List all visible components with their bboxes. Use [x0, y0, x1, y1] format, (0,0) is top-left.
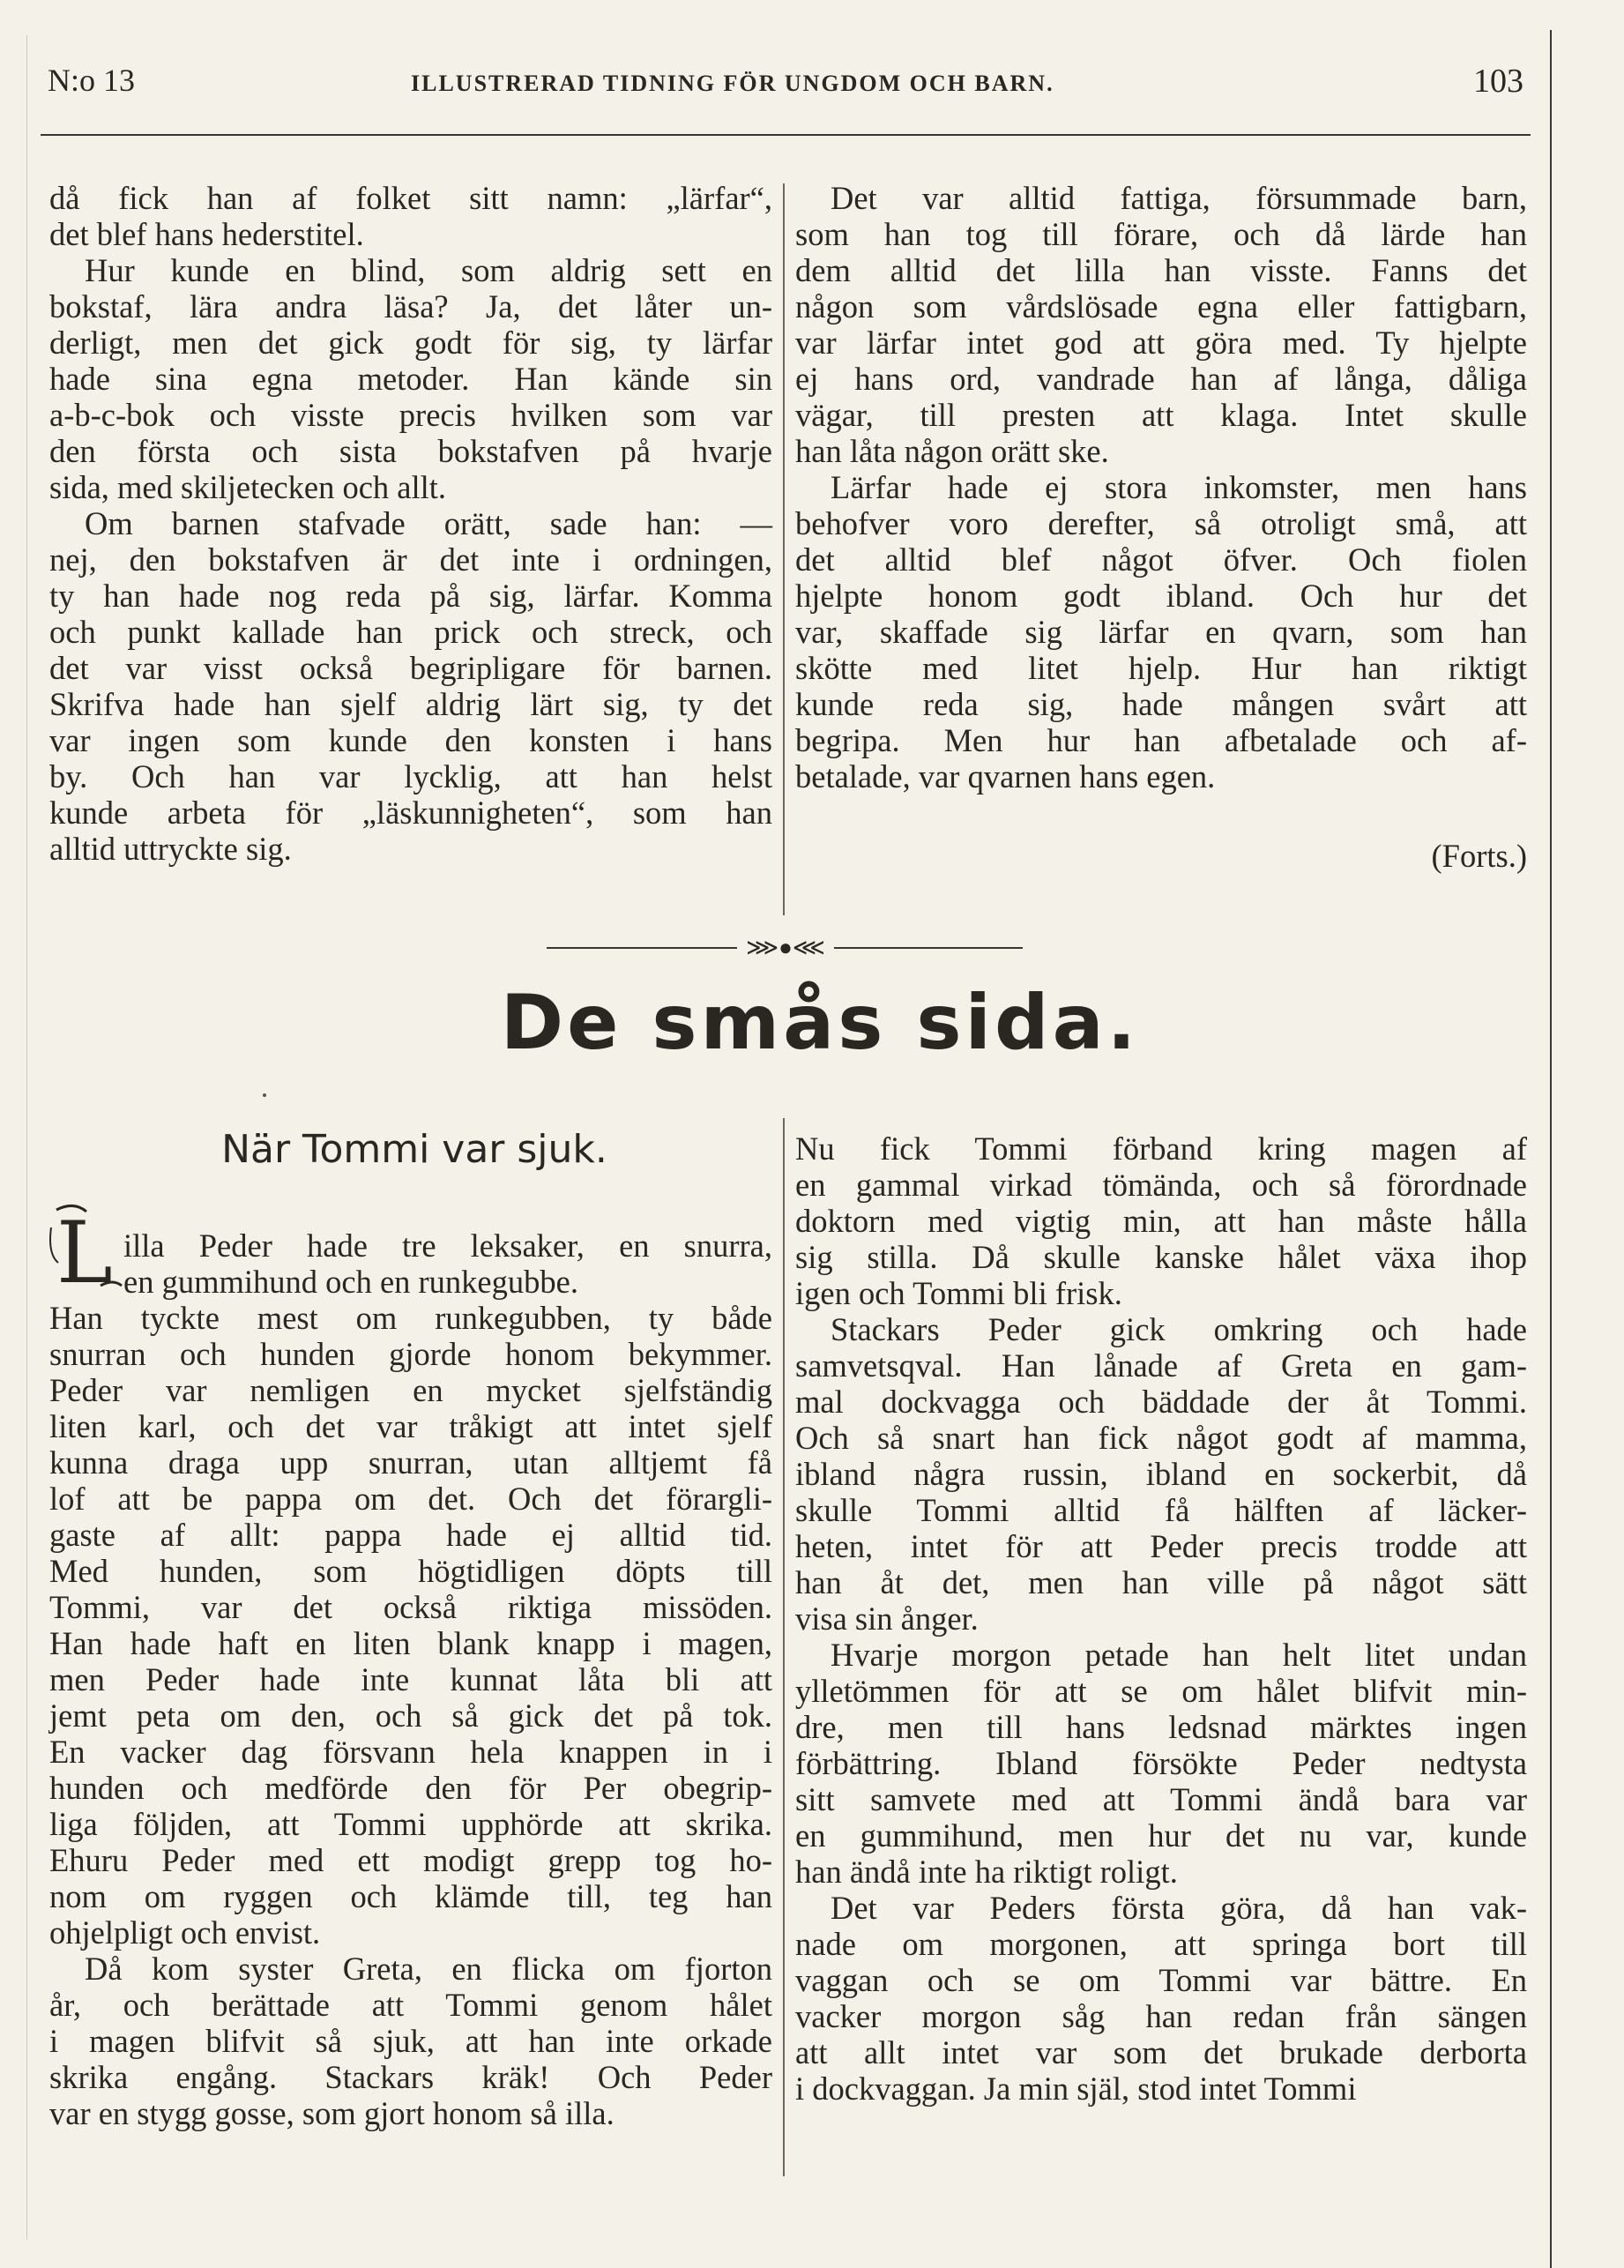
text-line: kunde arbeta för „läskunnigheten“, som han: [49, 795, 772, 831]
issue-number: N:o 13: [48, 63, 135, 98]
text-line: begripa. Men hur han afbetalade och af-: [795, 722, 1527, 758]
text-line: Peder var nemligen en mycket sjelfständig: [49, 1372, 772, 1408]
article-column-top-left: [49, 180, 772, 867]
text-line: och punkt kallade han prick och streck, och: [49, 614, 772, 650]
text-line: skötte med litet hjelp. Hur han riktigt: [795, 650, 1527, 686]
text-line: han åt det, men han ville på något sätt: [795, 1564, 1527, 1600]
text-line: Det var alltid fattiga, försummade barn,: [831, 180, 1527, 216]
text-line: kunde reda sig, hade mången svårt att: [795, 686, 1527, 722]
text-line: Med hunden, som högtidligen döpts till: [49, 1553, 772, 1589]
text-line: då fick han af folket sitt namn: „lärfar“,: [49, 180, 772, 216]
dropcap-flourish-icon: [48, 1201, 123, 1293]
text-line: ohjelpligt och envist.: [49, 1914, 321, 1951]
text-line: som han tog till förare, och då lärde han: [795, 216, 1527, 252]
text-line: hunden och medförde den för Per obegrip-: [49, 1770, 772, 1806]
continued-note: (Forts.): [1431, 838, 1527, 874]
story-opening-lines: [123, 1227, 772, 1300]
text-line: den första och sista bokstafven på hvarje: [49, 433, 772, 469]
text-line: ylletömmen för att se om hålet blifvit min-: [795, 1673, 1527, 1709]
text-line: derligt, men det gick godt för sig, ty lärfar: [49, 325, 772, 361]
text-line: lof att be pappa om det. Och det förargli-: [49, 1481, 772, 1517]
text-line: det blef hans hederstitel.: [49, 216, 364, 252]
dropcap-letter: L: [56, 1204, 113, 1293]
text-line: vägar, till presten att klaga. Intet skulle: [795, 397, 1527, 433]
text-line: nom om ryggen och klämde till, teg han: [49, 1878, 772, 1914]
ornament-rule-right: [834, 947, 1023, 949]
text-line: dre, men till hans ledsnad märktes ingen: [795, 1709, 1527, 1745]
text-line: Ehuru Peder med ett modigt grepp tog ho-: [49, 1842, 772, 1878]
continued-note-wrap: [1340, 838, 1527, 874]
text-line: hade sina egna metoder. Han kände sin: [49, 361, 772, 397]
text-line: dem alltid det lilla han visste. Fanns det: [795, 252, 1527, 288]
text-line: by. Och han var lycklig, att han helst: [49, 758, 772, 795]
article-column-top-right: [795, 180, 1527, 795]
text-line: Han hade haft en liten blank knapp i magen,: [49, 1625, 772, 1661]
ornament-rule-left: [547, 947, 737, 949]
text-line: Då kom syster Greta, en flicka om fjorton: [85, 1951, 772, 1987]
text-line: jemt peta om den, och så gick det på tok.: [49, 1697, 772, 1734]
text-line: Om barnen stafvade orätt, sade han: —: [85, 505, 772, 541]
text-line: Skrifva hade han sjelf aldrig lärt sig, ty det: [49, 686, 772, 722]
ornament-divider: [547, 935, 1023, 961]
text-line: var ingen som kunde den konsten i hans: [49, 722, 772, 758]
text-line: Hur kunde en blind, som aldrig sett en: [85, 252, 772, 288]
text-line: kunna draga upp snurran, utan alltjemt få: [49, 1444, 772, 1481]
text-line: vacker morgon såg han redan från sängen: [795, 1998, 1527, 2034]
text-line: bokstaf, lära andra läsa? Ja, det låter un-: [49, 288, 772, 325]
text-line: var lärfar intet god att göra med. Ty hjelpte: [795, 325, 1527, 361]
text-line: a-b-c-bok och visste precis hvilken som var: [49, 397, 772, 433]
text-line: sida, med skiljetecken och allt.: [49, 469, 447, 505]
text-line: doktorn med vigtig min, att han måste hålla: [795, 1203, 1527, 1239]
page-number: 103: [1473, 63, 1523, 100]
text-line: skulle Tommi alltid få hälften af läcker-: [795, 1492, 1527, 1528]
text-line: Hvarje morgon petade han helt litet undan: [831, 1637, 1527, 1673]
text-line: hjelpte honom godt ibland. Och hur det: [795, 578, 1527, 614]
text-line: igen och Tommi bli frisk.: [795, 1275, 1122, 1311]
decorative-dropcap: [51, 1201, 122, 1293]
column-divider-top: [783, 183, 785, 915]
text-line: En vacker dag försvann hela knappen in i: [49, 1734, 772, 1770]
text-line: år, och berättade att Tommi genom hålet: [49, 1987, 772, 2023]
text-line: det var visst också begripligare för barnen.: [49, 650, 772, 686]
text-line: men Peder hade inte kunnat låta bli att: [49, 1661, 772, 1697]
text-line: en gummihund, men hur det nu var, kunde: [795, 1817, 1527, 1854]
text-line: mal dockvagga och bäddade der åt Tommi.: [795, 1384, 1527, 1420]
text-line: Och så snart han fick något godt af mamma,: [795, 1420, 1527, 1456]
text-line: ej hans ord, vandrade han af långa, dåliga: [795, 361, 1527, 397]
story-title: När Tommi var sjuk.: [221, 1127, 607, 1172]
text-line: illa Peder hade tre leksaker, en snurra,: [123, 1227, 772, 1264]
text-line: i magen blifvit så sjuk, att han inte orkade: [49, 2023, 772, 2059]
text-line: samvetsqval. Han lånade af Greta en gam-: [795, 1347, 1527, 1384]
page-edge-right: [1550, 30, 1552, 2268]
text-line: i dockvaggan. Ja min själ, stod intet Tommi: [795, 2070, 1357, 2107]
text-line: liten karl, och det var tråkigt att intet sjelf: [49, 1408, 772, 1444]
text-line: sitt samvete med att Tommi ändå bara var: [795, 1781, 1527, 1817]
text-line: Nu fick Tommi förband kring magen af: [795, 1130, 1527, 1167]
text-line: sig stilla. Då skulle kanske hålet växa ihop: [795, 1239, 1527, 1275]
text-line: han låta någon orätt ske.: [795, 433, 1109, 469]
section-title: De smås sida.: [500, 979, 1140, 1067]
text-line: att allt intet var som det brukade derborta: [795, 2034, 1527, 2070]
text-line: en gummihund och en runkegubbe.: [123, 1264, 578, 1300]
text-line: Han tyckte mest om runkegubben, ty både: [49, 1300, 772, 1336]
ornament-glyph: ⋙●⋘: [746, 935, 825, 960]
text-line: var, skaffade sig lärfar en qvarn, som han: [795, 614, 1527, 650]
text-line: alltid uttryckte sig.: [49, 831, 292, 867]
text-line: Tommi, var det också riktiga missöden.: [49, 1589, 772, 1625]
text-line: nej, den bokstafven är det inte i ordningen,: [49, 541, 772, 578]
story-column-left: [49, 1300, 772, 2131]
text-line: behofver voro derefter, så otroligt små, att: [795, 505, 1527, 541]
publication-title: ILLUSTRERAD TIDNING FÖR UNGDOM OCH BARN.: [411, 71, 1054, 96]
text-line: nade om morgonen, att springa bort till: [795, 1926, 1527, 1962]
text-line: var en stygg gosse, som gjort honom så illa.: [49, 2095, 615, 2131]
text-line: snurran och hunden gjorde honom bekymmer.: [49, 1336, 772, 1372]
text-line: ty han hade nog reda på sig, lärfar. Komma: [49, 578, 772, 614]
text-line: vaggan och se om Tommi var bättre. En: [795, 1962, 1527, 1998]
text-line: visa sin ånger.: [795, 1600, 979, 1637]
text-line: någon som vårdslösade egna eller fattigbarn,: [795, 288, 1527, 325]
header-rule: [41, 134, 1531, 136]
text-line: ibland några russin, ibland en sockerbit, då: [795, 1456, 1527, 1492]
text-line: en gammal virkad tömända, och så förordnade: [795, 1167, 1527, 1203]
text-line: liga följden, att Tommi upphörde att skrika.: [49, 1806, 772, 1842]
text-line: Lärfar hade ej stora inkomster, men hans: [831, 469, 1527, 505]
page-edge-left: [26, 35, 27, 2240]
story-column-right: [795, 1130, 1527, 2107]
text-line: Det var Peders första göra, då han vak-: [831, 1890, 1527, 1926]
text-line: Stackars Peder gick omkring och hade: [831, 1311, 1527, 1347]
print-speck: [263, 1093, 266, 1097]
text-line: betalade, var qvarnen hans egen.: [795, 758, 1216, 795]
text-line: han ändå inte ha riktigt roligt.: [795, 1854, 1178, 1890]
text-line: skrika engång. Stackars kräk! Och Peder: [49, 2059, 772, 2095]
text-line: det alltid blef något öfver. Och fiolen: [795, 541, 1527, 578]
text-line: heten, intet för att Peder precis trodde att: [795, 1528, 1527, 1564]
running-header: [41, 62, 1531, 106]
text-line: gaste af allt: pappa hade ej alltid tid.: [49, 1517, 772, 1553]
text-line: förbättring. Ibland försökte Peder nedtysta: [795, 1745, 1527, 1781]
column-divider-bottom: [783, 1118, 785, 2176]
